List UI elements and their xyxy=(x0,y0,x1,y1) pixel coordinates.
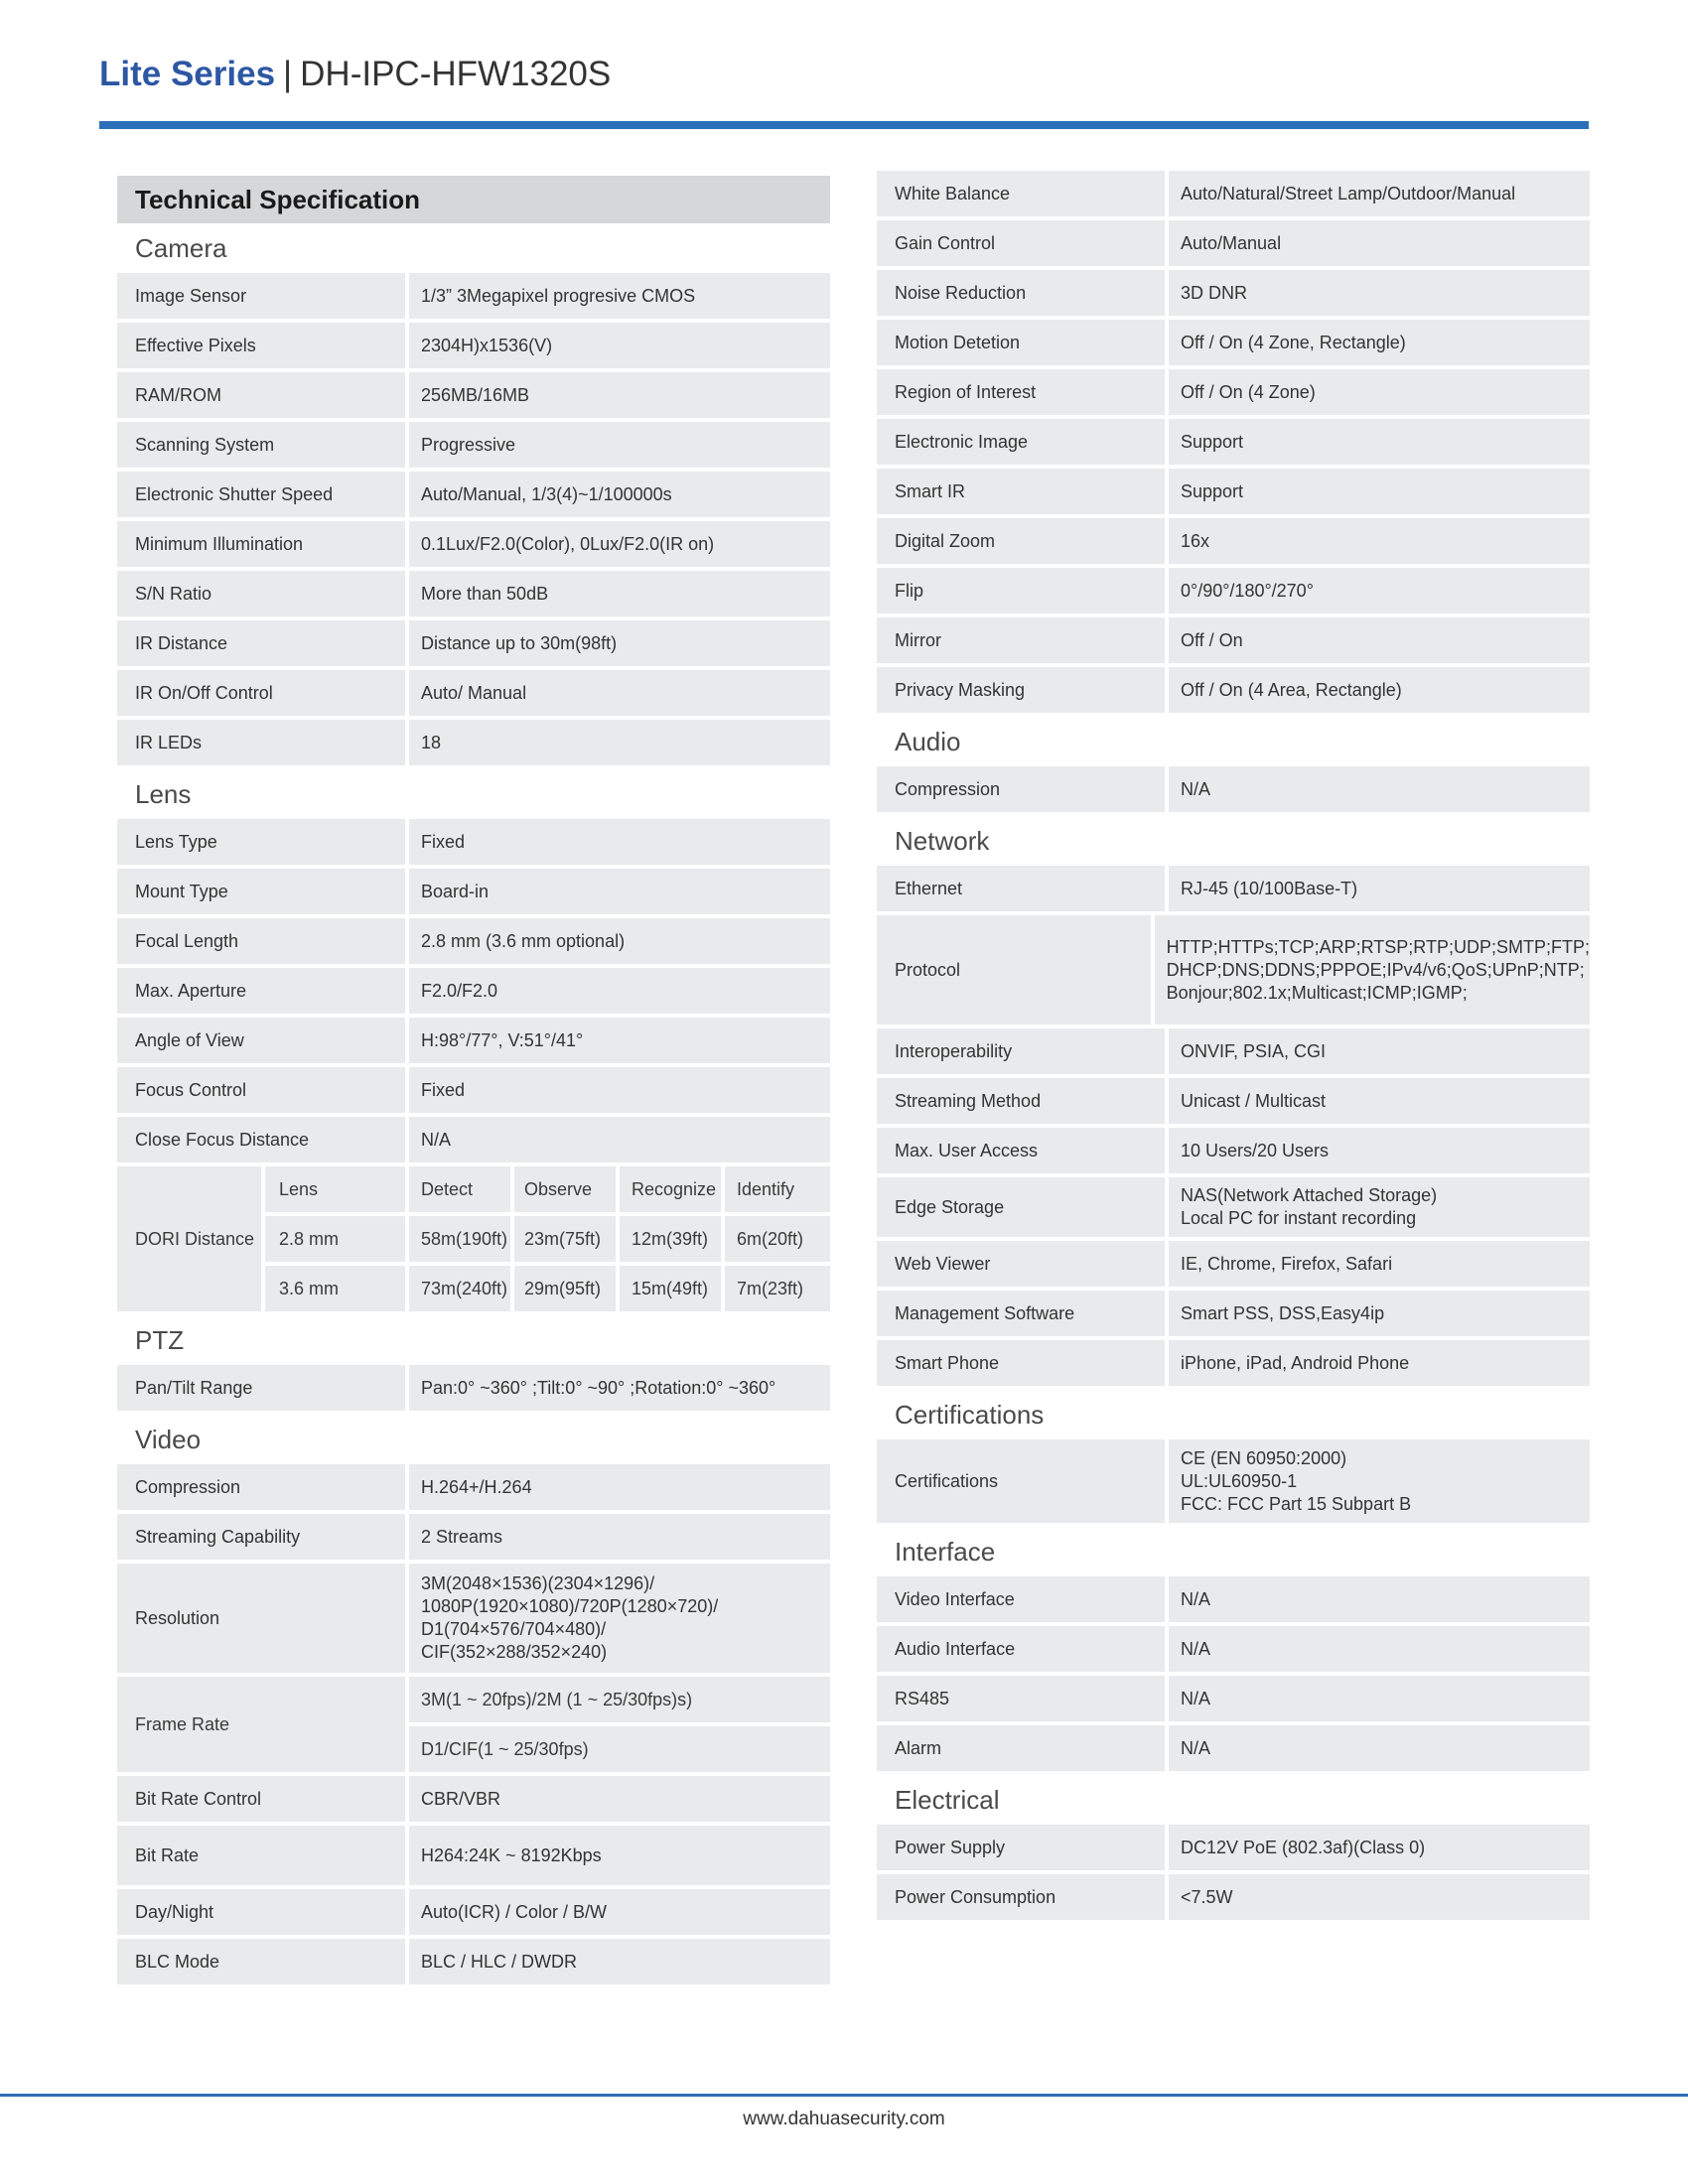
frame-rate-row xyxy=(117,1677,830,1772)
spec-value: N/A xyxy=(1169,1725,1590,1771)
spec-value: NAS(Network Attached Storage) Local PC for instant recording xyxy=(1169,1177,1590,1237)
section-title-camera: Camera xyxy=(135,233,227,263)
spec-row xyxy=(877,866,1590,911)
series-name: Lite Series xyxy=(99,55,276,93)
video-continued-table xyxy=(877,171,1590,713)
spec-row xyxy=(117,1776,830,1822)
spec-value: Board-in xyxy=(409,869,830,914)
dori-cell: 3.6 mm xyxy=(265,1266,405,1311)
spec-value: <7.5W xyxy=(1169,1874,1590,1920)
dori-header-row xyxy=(265,1166,830,1212)
spec-value: Smart PSS, DSS,Easy4ip xyxy=(1169,1291,1590,1336)
spec-row xyxy=(117,1117,830,1162)
spec-label: Max. User Access xyxy=(877,1128,1165,1173)
spec-value: 0°/90°/180°/270° xyxy=(1169,568,1590,614)
spec-label: Power Supply xyxy=(877,1825,1165,1870)
spec-value: 0.1Lux/F2.0(Color), 0Lux/F2.0(IR on) xyxy=(409,521,830,567)
left-column xyxy=(117,171,830,1988)
spec-value: Auto/Natural/Street Lamp/Outdoor/Manual xyxy=(1169,171,1590,216)
spec-row xyxy=(117,819,830,865)
spec-value: N/A xyxy=(409,1117,830,1162)
spec-row xyxy=(117,323,830,368)
spec-label: Angle of View xyxy=(117,1018,405,1063)
spec-value: CE (EN 60950:2000) UL:UL60950-1 FCC: FCC Part 15 Subpart B xyxy=(1169,1439,1590,1523)
section-title-electrical: Electrical xyxy=(895,1785,1000,1815)
spec-label: Edge Storage xyxy=(877,1177,1165,1237)
spec-label: Alarm xyxy=(877,1725,1165,1771)
spec-row xyxy=(877,469,1590,514)
spec-value: HTTP;HTTPs;TCP;ARP;RTSP;RTP;UDP;SMTP;FTP; DHCP;DNS;DDNS;PPPOE;IPv4/v6;QoS;UPnP;NTP; Bonjour;802.1x;Multicast;ICMP;IGMP; xyxy=(1155,915,1590,1024)
spec-row xyxy=(877,1028,1590,1074)
spec-value: Off / On (4 Zone) xyxy=(1169,369,1590,415)
spec-row xyxy=(117,918,830,964)
ptz-table xyxy=(117,1365,830,1411)
spec-label: S/N Ratio xyxy=(117,571,405,616)
spec-row xyxy=(877,1576,1590,1622)
spec-value: Support xyxy=(1169,419,1590,465)
dori-distance-table xyxy=(117,1166,830,1311)
spec-value: DC12V PoE (802.3af)(Class 0) xyxy=(1169,1825,1590,1870)
spec-value: More than 50dB xyxy=(409,571,830,616)
dori-cell: 23m(75ft) xyxy=(514,1216,616,1262)
spec-row xyxy=(117,869,830,914)
dori-cell: 73m(240ft) xyxy=(409,1266,510,1311)
spec-row xyxy=(877,1078,1590,1124)
spec-row xyxy=(877,1439,1590,1523)
spec-label: Certifications xyxy=(877,1439,1165,1523)
spec-value: Fixed xyxy=(409,1067,830,1113)
spec-label: Protocol xyxy=(877,915,1151,1024)
spec-label: Ethernet xyxy=(877,866,1165,911)
spec-label: Flip xyxy=(877,568,1165,614)
spec-label: Bit Rate Control xyxy=(117,1776,405,1822)
section-title-interface: Interface xyxy=(895,1537,996,1567)
spec-row xyxy=(877,1291,1590,1336)
spec-row xyxy=(877,1874,1590,1920)
section-title-ptz: PTZ xyxy=(135,1325,185,1355)
spec-row xyxy=(117,372,830,418)
header-divider xyxy=(99,121,1589,129)
spec-label: Streaming Method xyxy=(877,1078,1165,1124)
spec-label: Mount Type xyxy=(117,869,405,914)
spec-value: IE, Chrome, Firefox, Safari xyxy=(1169,1241,1590,1287)
spec-value: Progressive xyxy=(409,422,830,468)
spec-row xyxy=(117,472,830,517)
dori-header-cell: Lens xyxy=(265,1166,405,1212)
spec-label: Video Interface xyxy=(877,1576,1165,1622)
electrical-table xyxy=(877,1825,1590,1920)
dori-header-cell: Observe xyxy=(514,1166,616,1212)
spec-row xyxy=(877,1676,1590,1721)
spec-value: N/A xyxy=(1169,1576,1590,1622)
spec-label: Resolution xyxy=(117,1564,405,1673)
title-separator: | xyxy=(283,55,293,93)
spec-label: RS485 xyxy=(877,1676,1165,1721)
dori-header-cell: Detect xyxy=(409,1166,510,1212)
dori-cell: 2.8 mm xyxy=(265,1216,405,1262)
spec-row xyxy=(877,617,1590,663)
spec-label: Digital Zoom xyxy=(877,518,1165,564)
spec-row xyxy=(877,1340,1590,1386)
spec-row xyxy=(117,670,830,716)
spec-row xyxy=(877,369,1590,415)
section-title-certifications: Certifications xyxy=(895,1400,1045,1430)
spec-label: Day/Night xyxy=(117,1889,405,1935)
spec-row xyxy=(117,1067,830,1113)
spec-label: Web Viewer xyxy=(877,1241,1165,1287)
spec-row xyxy=(877,568,1590,614)
spec-value: Auto/Manual, 1/3(4)~1/100000s xyxy=(409,472,830,517)
spec-value: Unicast / Multicast xyxy=(1169,1078,1590,1124)
spec-value: H264:24K ~ 8192Kbps xyxy=(409,1826,830,1885)
section-title-network: Network xyxy=(895,826,990,856)
dori-header-cell: Identify xyxy=(725,1166,830,1212)
dori-cell: 15m(49ft) xyxy=(620,1266,721,1311)
spec-value: N/A xyxy=(1169,1626,1590,1672)
spec-label: Interoperability xyxy=(877,1028,1165,1074)
spec-label: Scanning System xyxy=(117,422,405,468)
spec-value: BLC / HLC / DWDR xyxy=(409,1939,830,1984)
spec-row xyxy=(117,1514,830,1560)
dori-cell: 12m(39ft) xyxy=(620,1216,721,1262)
spec-value: Off / On (4 Area, Rectangle) xyxy=(1169,667,1590,713)
spec-label: Electronic Image xyxy=(877,419,1165,465)
spec-row xyxy=(117,968,830,1014)
dori-label: DORI Distance xyxy=(117,1166,261,1311)
spec-row xyxy=(877,171,1590,216)
spec-label: RAM/ROM xyxy=(117,372,405,418)
spec-label: Streaming Capability xyxy=(117,1514,405,1560)
section-title-lens: Lens xyxy=(135,779,192,809)
spec-label: White Balance xyxy=(877,171,1165,216)
spec-label: Frame Rate xyxy=(117,1677,405,1772)
spec-row xyxy=(117,720,830,765)
camera-table xyxy=(117,273,830,765)
page-title xyxy=(99,50,611,99)
spec-label: Focus Control xyxy=(117,1067,405,1113)
spec-label: Management Software xyxy=(877,1291,1165,1336)
right-column xyxy=(877,171,1590,1924)
section-title-video: Video xyxy=(135,1425,202,1454)
spec-value: Pan:0° ~360° ;Tilt:0° ~90° ;Rotation:0° ~360° xyxy=(409,1365,830,1411)
spec-value: Off / On xyxy=(1169,617,1590,663)
spec-row xyxy=(877,419,1590,465)
spec-row xyxy=(117,571,830,616)
spec-row xyxy=(877,1825,1590,1870)
spec-value: Distance up to 30m(98ft) xyxy=(409,620,830,666)
spec-value: 16x xyxy=(1169,518,1590,564)
spec-row xyxy=(877,1241,1590,1287)
spec-label: Image Sensor xyxy=(117,273,405,319)
spec-value: 2.8 mm (3.6 mm optional) xyxy=(409,918,830,964)
certifications-table xyxy=(877,1439,1590,1523)
spec-row xyxy=(117,1464,830,1510)
spec-label: Mirror xyxy=(877,617,1165,663)
spec-row xyxy=(877,766,1590,812)
spec-value: Support xyxy=(1169,469,1590,514)
spec-label: Close Focus Distance xyxy=(117,1117,405,1162)
spec-label: Motion Detetion xyxy=(877,320,1165,365)
spec-value: iPhone, iPad, Android Phone xyxy=(1169,1340,1590,1386)
footer-website-link[interactable]: www.dahuasecurity.com xyxy=(743,2109,945,2129)
spec-value: 10 Users/20 Users xyxy=(1169,1128,1590,1173)
dori-row xyxy=(265,1216,830,1262)
spec-row xyxy=(877,667,1590,713)
spec-value: F2.0/F2.0 xyxy=(409,968,830,1014)
spec-label: Smart IR xyxy=(877,469,1165,514)
spec-label: Electronic Shutter Speed xyxy=(117,472,405,517)
audio-table xyxy=(877,766,1590,812)
section-title-audio: Audio xyxy=(895,727,961,756)
dori-cell: 6m(20ft) xyxy=(725,1216,830,1262)
spec-row xyxy=(117,1564,830,1673)
dori-header-cell: Recognize xyxy=(620,1166,721,1212)
dori-cell: 7m(23ft) xyxy=(725,1266,830,1311)
spec-label: Gain Control xyxy=(877,220,1165,266)
spec-row xyxy=(877,1626,1590,1672)
spec-value: CBR/VBR xyxy=(409,1776,830,1822)
spec-row xyxy=(117,1365,830,1411)
spec-value: 3M(1 ~ 20fps)/2M (1 ~ 25/30fps)s) xyxy=(409,1677,830,1722)
spec-label: Lens Type xyxy=(117,819,405,865)
spec-value: N/A xyxy=(1169,766,1590,812)
spec-row xyxy=(877,1128,1590,1173)
spec-value: N/A xyxy=(1169,1676,1590,1721)
spec-row xyxy=(117,521,830,567)
spec-value: Auto(ICR) / Color / B/W xyxy=(409,1889,830,1935)
spec-row xyxy=(877,1725,1590,1771)
spec-value: 18 xyxy=(409,720,830,765)
spec-value: H:98°/77°, V:51°/41° xyxy=(409,1018,830,1063)
spec-row xyxy=(877,518,1590,564)
spec-row xyxy=(117,422,830,468)
spec-label: Compression xyxy=(877,766,1165,812)
spec-value: 256MB/16MB xyxy=(409,372,830,418)
spec-value: Fixed xyxy=(409,819,830,865)
spec-value: 3D DNR xyxy=(1169,270,1590,316)
frame-rate-values xyxy=(409,1677,830,1772)
spec-value: D1/CIF(1 ~ 25/30fps) xyxy=(409,1726,830,1772)
spec-value: Auto/Manual xyxy=(1169,220,1590,266)
spec-row xyxy=(117,620,830,666)
lens-table xyxy=(117,819,830,1311)
spec-value: RJ-45 (10/100Base-T) xyxy=(1169,866,1590,911)
spec-row xyxy=(877,220,1590,266)
spec-label: IR On/Off Control xyxy=(117,670,405,716)
spec-value: ONVIF, PSIA, CGI xyxy=(1169,1028,1590,1074)
dori-cell: 29m(95ft) xyxy=(514,1266,616,1311)
spec-value: 1/3” 3Megapixel progresive CMOS xyxy=(409,273,830,319)
spec-label: Power Consumption xyxy=(877,1874,1165,1920)
spec-label: BLC Mode xyxy=(117,1939,405,1984)
spec-row xyxy=(877,320,1590,365)
spec-title: Technical Specification xyxy=(117,176,830,223)
spec-label: Noise Reduction xyxy=(877,270,1165,316)
dori-grid xyxy=(265,1166,830,1311)
spec-label: Effective Pixels xyxy=(117,323,405,368)
spec-label: Audio Interface xyxy=(877,1626,1165,1672)
spec-label: Bit Rate xyxy=(117,1826,405,1885)
footer-divider xyxy=(0,2094,1688,2097)
video-table xyxy=(117,1464,830,1984)
spec-label: Pan/Tilt Range xyxy=(117,1365,405,1411)
spec-value: 3M(2048×1536)(2304×1296)/ 1080P(1920×1080)/720P(1280×720)/ D1(704×576/704×480)/ CIF(352×288/352×240) xyxy=(409,1564,830,1673)
spec-value: H.264+/H.264 xyxy=(409,1464,830,1510)
model-name: DH-IPC-HFW1320S xyxy=(300,55,612,93)
spec-value: 2304H)x1536(V) xyxy=(409,323,830,368)
spec-label: Privacy Masking xyxy=(877,667,1165,713)
spec-value: 2 Streams xyxy=(409,1514,830,1560)
spec-label: Focal Length xyxy=(117,918,405,964)
spec-value: Off / On (4 Zone, Rectangle) xyxy=(1169,320,1590,365)
spec-value: Auto/ Manual xyxy=(409,670,830,716)
network-table xyxy=(877,866,1590,1386)
spec-row xyxy=(877,1177,1590,1237)
spec-row xyxy=(117,1939,830,1984)
spec-label: Minimum Illumination xyxy=(117,521,405,567)
spec-row xyxy=(117,1826,830,1885)
spec-label: IR Distance xyxy=(117,620,405,666)
spec-row xyxy=(877,270,1590,316)
spec-label: Smart Phone xyxy=(877,1340,1165,1386)
spec-label: Compression xyxy=(117,1464,405,1510)
dori-cell: 58m(190ft) xyxy=(409,1216,510,1262)
spec-row xyxy=(117,1889,830,1935)
spec-row xyxy=(877,915,1590,1024)
spec-label: Max. Aperture xyxy=(117,968,405,1014)
interface-table xyxy=(877,1576,1590,1771)
spec-label: Region of Interest xyxy=(877,369,1165,415)
dori-row xyxy=(265,1266,830,1311)
spec-label: IR LEDs xyxy=(117,720,405,765)
spec-row xyxy=(117,1018,830,1063)
spec-row xyxy=(117,273,830,319)
